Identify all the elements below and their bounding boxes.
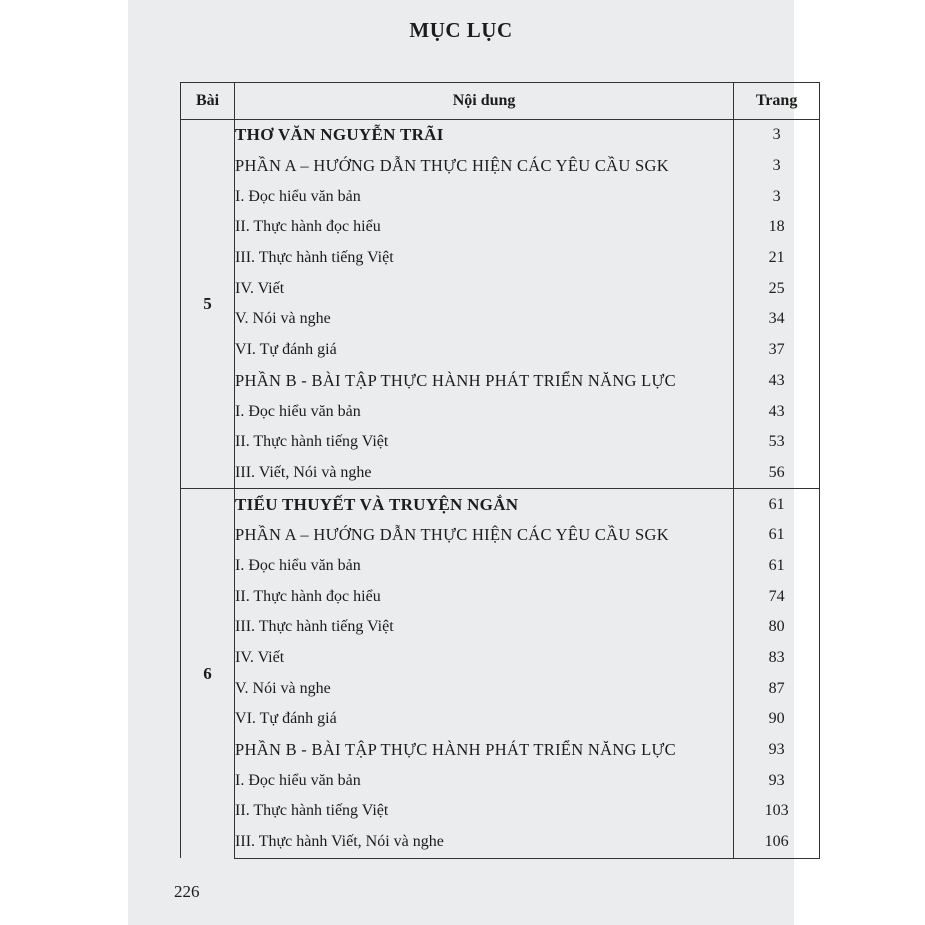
toc-item-row — [181, 551, 820, 582]
section-title[interactable]: V. Nói và nghe — [235, 673, 734, 704]
section-page: 37 — [734, 335, 820, 366]
section-page: 93 — [734, 735, 820, 766]
section-page: 21 — [734, 243, 820, 274]
lesson-number: 5 — [181, 120, 235, 489]
lesson-row — [181, 489, 820, 520]
section-page: 80 — [734, 612, 820, 643]
toc-item-row — [181, 273, 820, 304]
part-title[interactable]: PHẦN A – HƯỚNG DẪN THỰC HIỆN CÁC YÊU CẦU SGK — [235, 151, 734, 182]
book-page — [128, 0, 798, 925]
header-page: Trang — [734, 83, 820, 120]
section-page: 90 — [734, 704, 820, 735]
section-page: 93 — [734, 765, 820, 796]
section-title[interactable]: VI. Tự đánh giá — [235, 335, 734, 366]
section-page: 106 — [734, 827, 820, 858]
toc-item-row — [181, 458, 820, 489]
toc-part-row — [181, 520, 820, 551]
section-page: 56 — [734, 458, 820, 489]
toc-item-row — [181, 427, 820, 458]
toc-item-row — [181, 673, 820, 704]
toc-part-row — [181, 735, 820, 766]
toc-item-row — [181, 581, 820, 612]
lesson-row — [181, 120, 820, 151]
toc-item-row — [181, 335, 820, 366]
page-number: 226 — [174, 882, 200, 901]
section-page: 25 — [734, 273, 820, 304]
toc-item-row — [181, 304, 820, 335]
section-page: 74 — [734, 581, 820, 612]
section-title[interactable]: III. Thực hành tiếng Việt — [235, 612, 734, 643]
section-page: 61 — [734, 520, 820, 551]
toc-item-row — [181, 612, 820, 643]
section-title[interactable]: I. Đọc hiểu văn bản — [235, 551, 734, 582]
toc-item-row — [181, 181, 820, 212]
section-title[interactable]: I. Đọc hiểu văn bản — [235, 765, 734, 796]
part-title[interactable]: PHẦN B - BÀI TẬP THỰC HÀNH PHÁT TRIỂN NĂNG LỰC — [235, 735, 734, 766]
part-title[interactable]: PHẦN A – HƯỚNG DẪN THỰC HIỆN CÁC YÊU CẦU SGK — [235, 520, 734, 551]
toc-body — [181, 120, 820, 859]
part-title[interactable]: PHẦN B - BÀI TẬP THỰC HÀNH PHÁT TRIỂN NĂNG LỰC — [235, 366, 734, 397]
section-page: 61 — [734, 551, 820, 582]
toc-item-row — [181, 643, 820, 674]
toc-item-row — [181, 796, 820, 827]
toc-part-row — [181, 151, 820, 182]
section-page: 3 — [734, 151, 820, 182]
toc-item-row — [181, 765, 820, 796]
section-title[interactable]: V. Nói và nghe — [235, 304, 734, 335]
toc-item-row — [181, 827, 820, 858]
section-title[interactable]: II. Thực hành đọc hiểu — [235, 581, 734, 612]
header-lesson: Bài — [181, 83, 235, 120]
section-title[interactable]: I. Đọc hiểu văn bản — [235, 396, 734, 427]
section-title[interactable]: III. Thực hành tiếng Việt — [235, 243, 734, 274]
section-page: 43 — [734, 396, 820, 427]
lesson-title[interactable]: THƠ VĂN NGUYỄN TRÃI — [235, 120, 734, 151]
toc-header-row — [181, 83, 820, 120]
section-page: 43 — [734, 366, 820, 397]
section-title[interactable]: I. Đọc hiểu văn bản — [235, 181, 734, 212]
section-page: 18 — [734, 212, 820, 243]
lesson-number: 6 — [181, 489, 235, 858]
section-title[interactable]: VI. Tự đánh giá — [235, 704, 734, 735]
lesson-title[interactable]: TIỂU THUYẾT VÀ TRUYỆN NGẮN — [235, 489, 734, 520]
section-title[interactable]: II. Thực hành đọc hiểu — [235, 212, 734, 243]
toc-part-row — [181, 366, 820, 397]
toc-table — [180, 82, 820, 859]
section-title[interactable]: IV. Viết — [235, 643, 734, 674]
toc-item-row — [181, 704, 820, 735]
section-title[interactable]: III. Thực hành Viết, Nói và nghe — [235, 827, 734, 858]
page-title: MỤC LỤC — [409, 18, 513, 42]
section-page: 103 — [734, 796, 820, 827]
lesson-page: 3 — [734, 120, 820, 151]
header-content: Nội dung — [235, 83, 734, 120]
section-page: 3 — [734, 181, 820, 212]
lesson-page: 61 — [734, 489, 820, 520]
section-page: 53 — [734, 427, 820, 458]
section-title[interactable]: III. Viết, Nói và nghe — [235, 458, 734, 489]
section-title[interactable]: II. Thực hành tiếng Việt — [235, 796, 734, 827]
toc-item-row — [181, 243, 820, 274]
section-title[interactable]: II. Thực hành tiếng Việt — [235, 427, 734, 458]
toc-item-row — [181, 212, 820, 243]
section-page: 83 — [734, 643, 820, 674]
toc-item-row — [181, 396, 820, 427]
section-title[interactable]: IV. Viết — [235, 273, 734, 304]
section-page: 87 — [734, 673, 820, 704]
section-page: 34 — [734, 304, 820, 335]
